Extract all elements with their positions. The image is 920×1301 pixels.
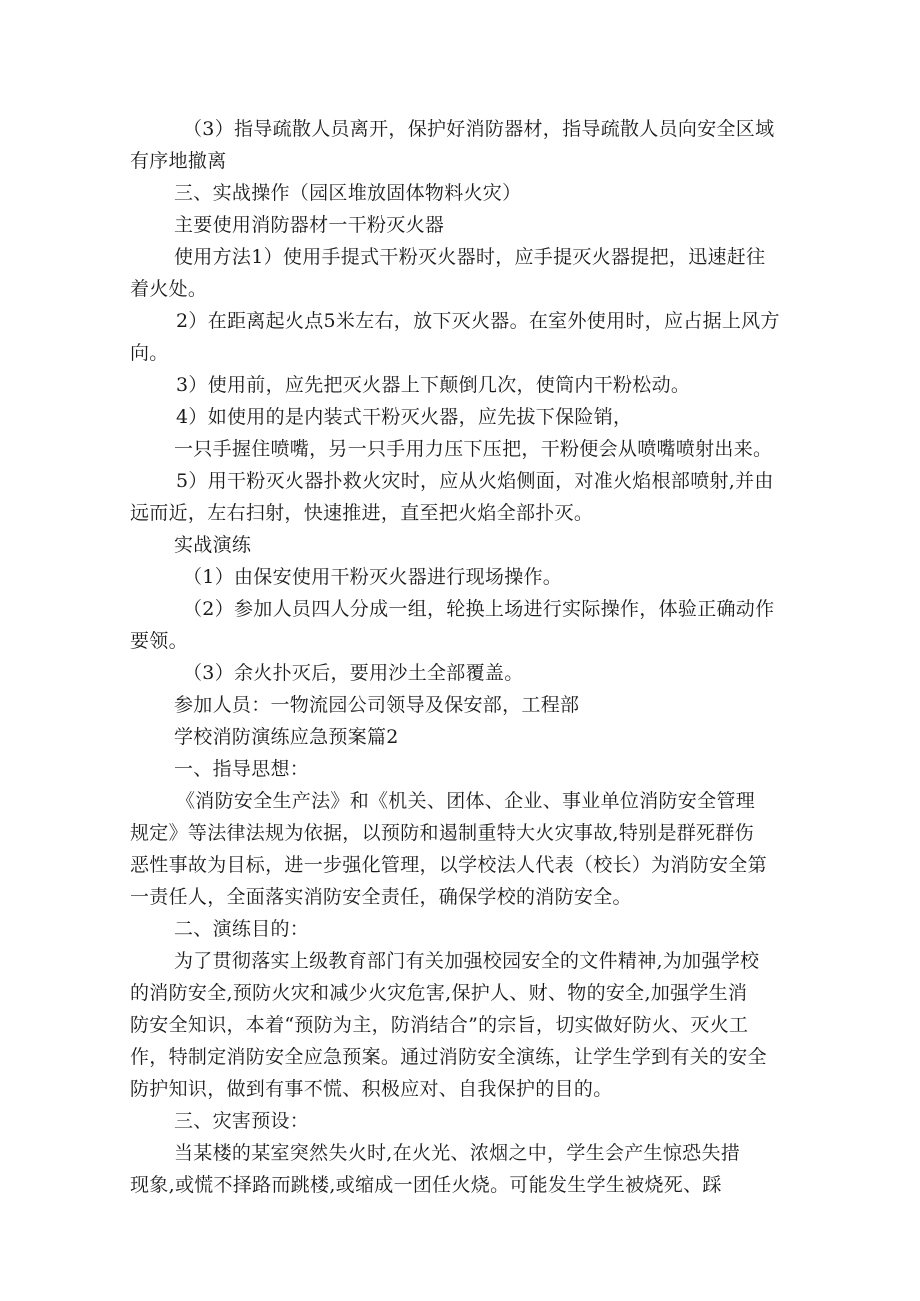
section-heading: 一、指导思想： [174, 758, 310, 780]
text-line: 的消防安全,预防火灾和减少火灾危害,保护人、财、物的安全,加强学生消 [130, 982, 748, 1004]
section-heading: 实战演练 [174, 534, 252, 556]
text-line: 防护知识，做到有事不慌、积极应对、自我保护的目的。 [130, 1078, 613, 1100]
text-line: （3）余火扑灭后，要用沙土全部覆盖。 [183, 662, 524, 684]
section-heading: 三、灾害预设： [174, 1110, 310, 1132]
text-line: 远而近，左右扫射，快速推进，直至把火焰全部扑灭。 [130, 502, 594, 524]
text-line: 规定》等法律法规为依据，以预防和遏制重特大火灾事故,特别是群死群伤 [130, 822, 754, 844]
text-line: （2）参加人员四人分成一组，轮换上场进行实际操作，体验正确动作 [183, 598, 775, 620]
text-line: 向。 [130, 342, 169, 364]
text-line: 一责任人，全面落实消防安全责任，确保学校的消防安全。 [130, 886, 632, 908]
text-line: 一只手握住喷嘴，另一只手用力压下压把，干粉便会从喷嘴喷射出来。 [174, 438, 773, 460]
text-line: 要领。 [130, 630, 188, 652]
text-line: （1）由保安使用干粉灭火器进行现场操作。 [183, 566, 563, 588]
text-line: 着火处。 [130, 278, 208, 300]
text-line: 防安全知识，本着“预防为主，防消结合”的宗旨，切实做好防火、灭火工 [130, 1014, 749, 1036]
text-line: 恶性事故为目标，进一步强化管理，以学校法人代表（校长）为消防安全第 [130, 854, 767, 876]
text-line: 主要使用消防器材一干粉灭火器 [174, 214, 445, 236]
text-line: 作，特制定消防安全应急预案。通过消防安全演练，让学生学到有关的安全 [130, 1046, 767, 1068]
section-heading: 二、演练目的： [174, 918, 310, 940]
text-line: 现象,或慌不择路而跳楼,或缩成一团任火烧。可能发生学生被烧死、踩 [130, 1174, 722, 1196]
text-line: 4）如使用的是内装式干粉灭火器，应先拔下保险销， [176, 406, 633, 428]
text-line: 有序地撤离 [130, 150, 227, 172]
text-line: 为了贯彻落实上级教育部门有关加强校园安全的文件精神,为加强学校 [174, 950, 760, 972]
section-heading: 三、实战操作（园区堆放固体物料火灾） [174, 182, 522, 204]
text-line: 使用方法1）使用手提式干粉灭火器时，应手提灭火器提把，迅速赶往 [174, 246, 766, 268]
text-line: （3）指导疏散人员离开，保护好消防器材，指导疏散人员向安全区域 [183, 118, 775, 140]
text-line: 3）使用前，应先把灭火器上下颠倒几次，使筒内干粉松动。 [176, 374, 691, 396]
text-line: 参加人员：一物流园公司领导及保安部，工程部 [174, 694, 580, 716]
text-line: 《消防安全生产法》和《机关、团体、企业、事业单位消防安全管理 [176, 790, 756, 812]
text-line: 5）用干粉灭火器扑救火灾时，应从火焰侧面，对准火焰根部喷射,并由 [176, 470, 774, 492]
text-line: 2）在距离起火点5米左右，放下灭火器。在室外使用时，应占据上风方 [176, 310, 780, 332]
section-heading: 学校消防演练应急预案篇2 [174, 726, 399, 748]
text-line: 当某楼的某室突然失火时,在火光、浓烟之中，学生会产生惊恐失措 [174, 1142, 741, 1164]
